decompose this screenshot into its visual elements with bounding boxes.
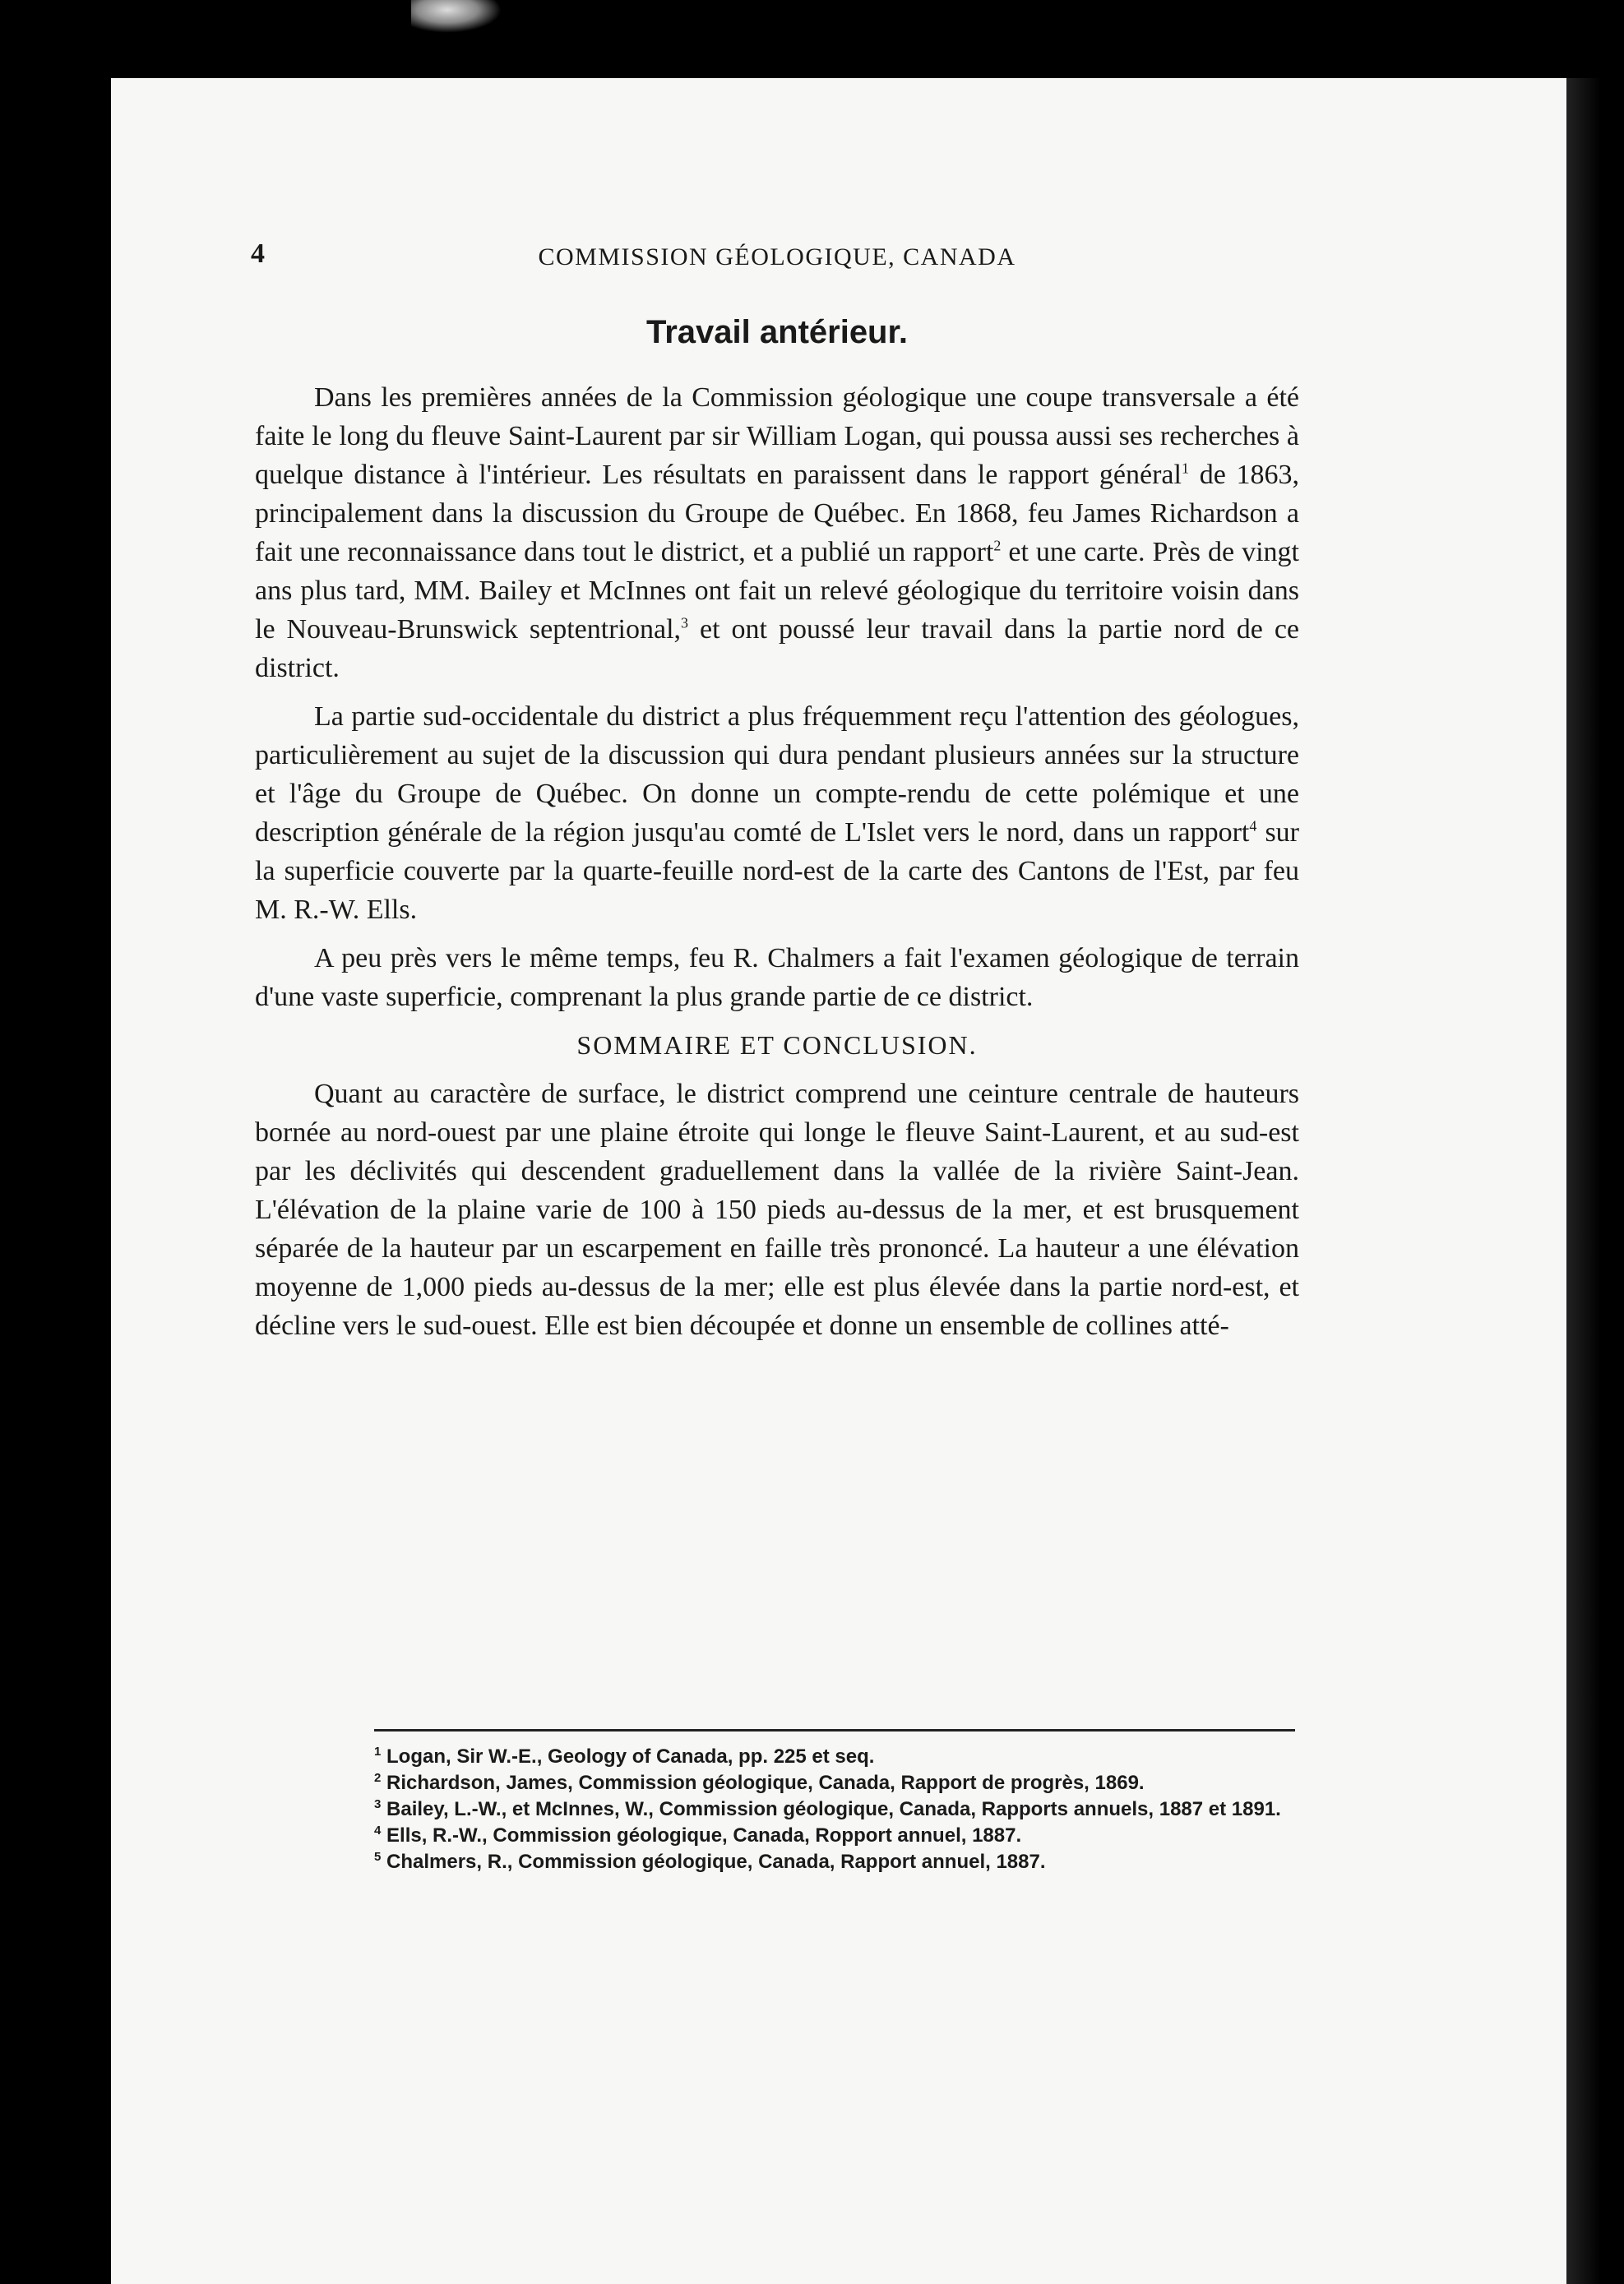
scan-artifact bbox=[411, 0, 502, 33]
footnote-text: Richardson, James, Commission géologique, Canada, Rapport de progrès, 1869. bbox=[386, 1772, 1145, 1794]
footnote-text: Chalmers, R., Commission géologique, Canada, Rapport annuel, 1887. bbox=[386, 1851, 1046, 1873]
footnote-5 bbox=[374, 1847, 1295, 1873]
footnote-mark: 1 bbox=[374, 1745, 382, 1759]
page-header bbox=[251, 238, 1303, 280]
footnote-ref-2: 2 bbox=[993, 537, 1002, 554]
footnote-2 bbox=[374, 1768, 1295, 1794]
footnote-ref-1: 1 bbox=[1181, 460, 1189, 477]
footnote-text: Logan, Sir W.-E., Geology of Canada, pp. 225 et seq. bbox=[386, 1745, 875, 1768]
paragraph-1-text-b: de 1863, principalement dans la discussion du Groupe de Québec. En 1868, feu James Richardson a fait une reconnaissance dans tout le district, et a publié un rapport bbox=[255, 460, 1300, 567]
footnote-divider bbox=[374, 1729, 1295, 1731]
footnote-text: Bailey, L.-W., et McInnes, W., Commission géologique, Canada, Rapports annuels, 1887 et 1891. bbox=[386, 1798, 1281, 1820]
footnote-mark: 3 bbox=[374, 1797, 382, 1811]
footnote-1 bbox=[374, 1741, 1295, 1768]
footnotes bbox=[374, 1741, 1295, 1873]
body-text bbox=[255, 378, 1299, 1355]
paragraph-4: Quant au caractère de surface, le district comprend une ceinture centrale de hauteurs bornée au nord-ouest par une plaine étroite qui longe le fleuve Saint-Laurent, et au sud-est par les déclivités qui descendent graduellement dans la vallée de la rivière Saint-Jean. L'élévation de la plaine varie de 100 à 150 pieds au-dessus de la mer, et est brusquement séparée de la hauteur par un escarpement en faille très prononcé. La hauteur a une élévation moyenne de 1,000 pieds au-dessus de la mer; elle est plus élevée dans la partie nord-est, et décline vers le sud-ouest. Elle est bien découpée et donne un ensemble de collines atté- bbox=[255, 1079, 1299, 1341]
paragraph-1-text-c: et une carte. Près de vingt ans plus tard, MM. Bailey et McInnes ont fait un relevé géologique du territoire voisin dans le Nouveau-Brunswick septentrional, bbox=[255, 537, 1299, 645]
page-edge-shadow bbox=[1566, 78, 1624, 2284]
paragraph-2-text-b: sur la superficie couverte par la quarte-feuille nord-est de la carte des Cantons de l'Est, par feu M. R.-W. Ells. bbox=[255, 817, 1299, 925]
paragraph-2-text-a: La partie sud-occidentale du district a plus fréquemment reçu l'attention des géologues, particulièrement au sujet de la discussion qui dura pendant plusieurs années sur la structure et l'âge du Groupe de Québec. On donne un compte-rendu de cette polémique et une description générale de la région jusqu'au comté de L'Islet vers le nord, dans un rapport bbox=[255, 701, 1299, 848]
footnote-mark: 2 bbox=[374, 1771, 382, 1785]
footnote-ref-3: 3 bbox=[681, 614, 689, 631]
footnote-mark: 4 bbox=[374, 1824, 382, 1838]
paragraph-1-text-a: Dans les premières années de la Commission géologique une coupe transversale a été faite le long du fleuve Saint-Laurent par sir William Logan, qui poussa aussi ses recherches à quelque distance à l'intérieur. Les résultats en paraissent dans le rapport général bbox=[255, 382, 1299, 490]
section-title: Travail antérieur. bbox=[646, 314, 908, 350]
footnote-4 bbox=[374, 1820, 1295, 1847]
paragraph-3: A peu près vers le même temps, feu R. Chalmers a fait l'examen géologique de terrain d'une vaste superficie, comprenant la plus grande partie de ce district. bbox=[255, 943, 1299, 1012]
paragraph-2 bbox=[255, 697, 1299, 929]
footnote-mark: 5 bbox=[374, 1850, 382, 1864]
page-number: 4 bbox=[251, 238, 265, 269]
footnote-3 bbox=[374, 1794, 1295, 1820]
subheading: SOMMAIRE ET CONCLUSION. bbox=[576, 1030, 978, 1060]
running-head: COMMISSION GÉOLOGIQUE, CANADA bbox=[538, 243, 1016, 270]
footnote-ref-4: 4 bbox=[1249, 817, 1257, 835]
footnote-text: Ells, R.-W., Commission géologique, Canada, Ropport annuel, 1887. bbox=[386, 1824, 1022, 1847]
paragraph-1-text-d: et ont poussé leur travail dans la partie nord de ce district. bbox=[255, 614, 1299, 683]
paragraph-1 bbox=[255, 378, 1299, 687]
